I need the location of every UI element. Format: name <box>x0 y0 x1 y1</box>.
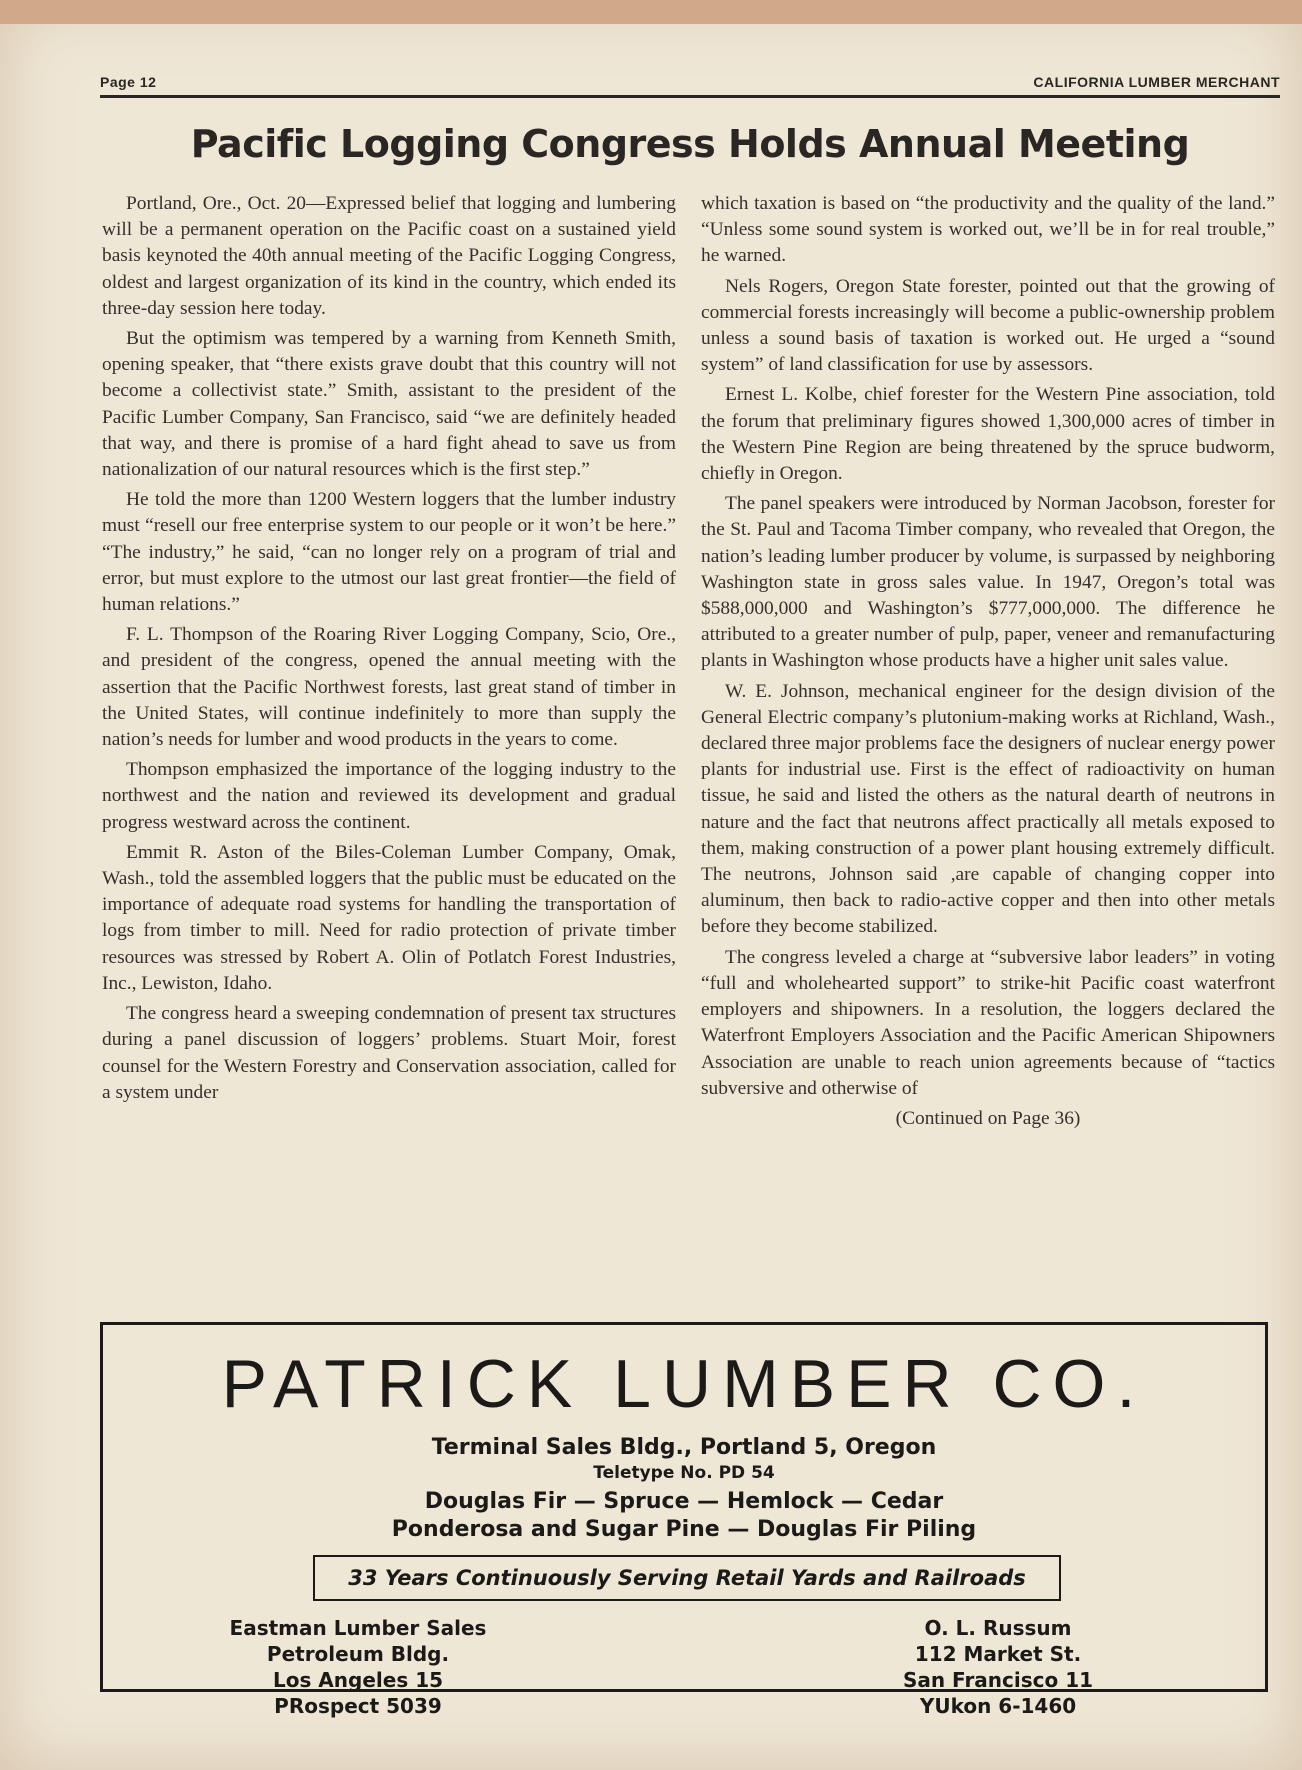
advertisement-box <box>100 1322 1268 1718</box>
ad-office-los-angeles <box>208 1615 508 1719</box>
article-paragraph: Portland, Ore., Oct. 20—Expressed belief that logging and lumbering will be a permanent operation on the Pacific coast on a sustained yield basis keynoted the 40th annual meeting of the Pacific Logging Congress, oldest and largest organization of its kind in the country, which ended its three-day session here today. <box>102 193 676 319</box>
article-paragraph: The congress heard a sweeping condemnation of present tax structures during a panel discussion of loggers’ problems. Stuart Moir, forest counsel for the Western Forestry and Conservation association, called for a system under <box>102 1003 676 1103</box>
article-column-left <box>102 191 676 1110</box>
continued-note: (Continued on Page 36) <box>895 1107 1081 1129</box>
running-head <box>100 74 1280 90</box>
article-paragraph: He told the more than 1200 Western loggers that the lumber industry must “resell our free enterprise system to our people or it won’t be here.” “The industry,” he said, “can no longer rely on a program of trial and error, but must explore to the utmost our last great frontier—the field of human relations.” <box>102 489 676 616</box>
ad-products-line-2: Ponderosa and Sugar Pine — Douglas Fir Piling <box>391 1517 977 1542</box>
article-paragraph: W. E. Johnson, mechanical engineer for the design division of the General Electric company’s plutonium-making works at Richland, Wash., declared three major problems face the designers of nuclear energy power plants for industrial use. First is the effect of radioactivity on human tissue, he said and listed the others as the natural dearth of neutrons in nature and the fact that neutrons affect practically all metals exposed to them, making construction of a power plant housing extremely difficult. The neutrons, Johnson said ,are capable of changing copper into aluminum, then back to radio-active copper and then into other metals before they become stabilized. <box>701 680 1275 938</box>
ad-slogan: 33 Years Continuously Serving Retail Yards and Railroads <box>348 1566 1026 1590</box>
article-paragraph-continued: which taxation is based on “the productivity and the quality of the land.” “Unless some sound system is worked out, we’ll be in for real trouble,” he warned. <box>701 193 1275 267</box>
publication-name: CALIFORNIA LUMBER MERCHANT <box>1033 74 1280 90</box>
header-rule <box>100 95 1280 98</box>
page-top-edge <box>0 0 1302 24</box>
ad-office-line: O. L. Russum <box>924 1616 1072 1640</box>
ad-address: Terminal Sales Bldg., Portland 5, Oregon <box>431 1435 937 1460</box>
article-paragraph: The panel speakers were introduced by Norman Jacobson, forester for the St. Paul and Tacoma Timber company, who revealed that Oregon, the nation’s leading lumber producer by volume, is surpassed by neighboring Washington state in gross sales value. In 1947, Oregon’s total was $588,000,000 and Washington’s $777,000,000. The difference he attributed to a greater number of pulp, paper, veneer and remanufacturing plants in Washington whose products have a higher unit sales value. <box>701 493 1275 672</box>
article-paragraph: Thompson emphasized the importance of the logging industry to the northwest and the nation and reviewed its development and gradual progress westward across the continent. <box>102 759 676 833</box>
ad-office-line: Petroleum Bldg. <box>266 1642 450 1666</box>
article-paragraph: The congress leveled a charge at “subversive labor leaders” in voting “full and wholehearted support” to strike-hit Pacific coast waterfront employers and shipowners. In a resolution, the loggers declared the Waterfront Employers Association and the Pacific American Shipowners Association are unable to reach union agreements because of “tactics subversive and otherwise of <box>701 946 1275 1099</box>
ad-office-san-francisco <box>848 1615 1148 1719</box>
article-paragraph: Emmit R. Aston of the Biles-Coleman Lumber Company, Omak, Wash., told the assembled loggers that the public must be educated on the importance of adequate road systems for handling the transportation of logs from timber to mill. Need for radio protection of private timber resources was stressed by Robert A. Olin of Potlatch Forest Industries, Inc., Lewiston, Idaho. <box>102 841 676 994</box>
ad-office-line: Los Angeles 15 <box>272 1668 444 1692</box>
article-title: Pacific Logging Congress Holds Annual Meeting <box>190 122 1190 166</box>
article-paragraph: F. L. Thompson of the Roaring River Logging Company, Scio, Ore., and president of the congress, opened the annual meeting with the assertion that the Pacific Northwest forests, last great stand of timber in the United States, will continue indefinitely to more than supply the nation’s needs for lumber and wood products in the years to come. <box>102 624 676 751</box>
ad-teletype: Teletype No. PD 54 <box>593 1463 775 1483</box>
ad-office-line: YUkon 6-1460 <box>919 1694 1077 1718</box>
ad-office-line: Eastman Lumber Sales <box>229 1616 487 1640</box>
ad-company-name: PATRICK LUMBER CO. <box>221 1346 1147 1422</box>
article-paragraph: Nels Rogers, Oregon State forester, pointed out that the growing of commercial forests increasingly will become a public-ownership problem unless a sound basis of taxation is worked out. He urged a “sound system” of land classification for use by assessors. <box>701 275 1275 376</box>
article-column-right <box>701 191 1275 1136</box>
ad-office-line: 112 Market St. <box>914 1642 1082 1666</box>
ad-office-line: PRospect 5039 <box>274 1694 442 1718</box>
page-number: Page 12 <box>100 74 157 90</box>
ad-products-line-1: Douglas Fir — Spruce — Hemlock — Cedar <box>424 1489 944 1514</box>
article-paragraph: But the optimism was tempered by a warning from Kenneth Smith, opening speaker, that “there exists grave doubt that this country will not become a collectivist state.” Smith, assistant to the president of the Pacific Lumber Company, San Francisco, said “we are definitely headed that way, and there is promise of a hard fight ahead to save us from nationalization of our natural resources which is the first step.” <box>102 328 676 481</box>
ad-office-line: San Francisco 11 <box>902 1668 1094 1692</box>
ad-slogan-box <box>313 1555 1061 1601</box>
article-paragraph: Ernest L. Kolbe, chief forester for the Western Pine association, told the forum that preliminary figures showed 1,300,000 acres of timber in the Western Pine Region are being threatened by the spruce budworm, chiefly in Oregon. <box>701 384 1275 485</box>
